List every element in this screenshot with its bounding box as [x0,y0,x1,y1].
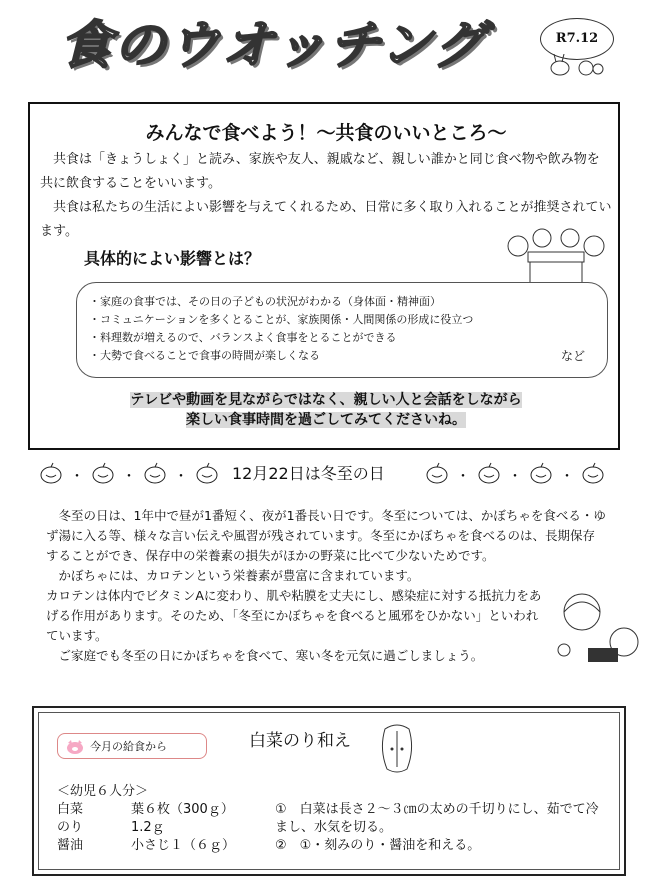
ingredient-amount: 小さじ１（６ｇ） [131,838,236,853]
pig-icon [66,739,84,755]
solstice-title: 12月22日は冬至の日 [232,464,385,483]
ingredient-amount: 葉６枚（300ｇ） [131,802,234,817]
pumpkin-icon [196,462,218,484]
separator-dot: ・ [122,469,136,485]
kyoshoku-section [28,102,620,450]
effects-list [76,282,608,378]
closing-line-2: 楽しい食事時間を過ごしてみてくださいね。 [186,412,466,428]
date-badge [540,18,616,76]
recipe-panel [38,712,620,870]
recommend-paragraph: 共食は私たちの生活によい影響を与えてくれるため、日常に多く取り入れることが推奨されています。 [40,200,612,239]
recipe-section [32,706,626,876]
girl-with-pumpkin-illustration [552,590,652,670]
closing-message [106,390,546,430]
pumpkin-icon [144,462,166,484]
pumpkin-icon [530,462,552,484]
ingredient-name: 醤油 [57,838,84,853]
ingredient-amount: 1.2ｇ [131,820,165,835]
list-item: ・家庭の食事では、その日の子どもの状況がわかる（身体面・精神面） [89,295,441,308]
family-eating-illustration [500,224,608,284]
solstice-body [46,506,606,666]
solstice-paragraph: ご家庭でも冬至の日にかぼちゃを食べて、寒い冬を元気に過ごしましょう。 [46,648,484,663]
separator-dot: ・ [508,469,522,485]
serving-size: ＜幼児６人分＞ [57,784,149,799]
recipe-step: ① 白菜は長さ２～３㎝の太めの千切りにし、茹でて冷まし、水気を切る。 [275,802,599,835]
solstice-paragraph: カロテンは体内でビタミンAに変わり、肌や粘膜を丈夫にし、感染症に対する抵抗力をあげる作用があります。そのため、「冬至にかぼちゃを食べると風邪をひかない」といわれています。 [46,588,542,643]
separator-dot: ・ [560,469,574,485]
school-lunch-tag [57,733,207,759]
separator-dot: ・ [70,469,84,485]
list-etc: など [561,349,586,363]
pumpkin-icon [92,462,114,484]
date-label: R7.12 [540,18,614,60]
separator-dot: ・ [456,469,470,485]
page-title: 食のウオッチング [60,16,487,76]
pumpkin-icon [478,462,500,484]
pumpkin-icon [582,462,604,484]
section-heading: みんなで食べよう！～共食のいいところ～ [145,122,507,144]
separator-dot: ・ [174,469,188,485]
closing-line-1: テレビや動画を見ながらではなく、親しい人と会話をしながら [130,392,522,408]
solstice-banner [40,458,620,494]
list-item: ・大勢で食べることで食事の時間が楽しくなる [89,349,320,362]
tag-label: 今月の給食から [90,740,167,753]
recipe-title: 白菜のり和え [249,731,351,751]
intro-paragraph: 共食は「きょうしょく」と読み、家族や友人、親戚など、親しい誰かと同じ食べ物や飲み物を共に飲食することをいいます。 [40,152,600,191]
solstice-paragraph: かぼちゃには、カロテンという栄養素が豊富に含まれています。 [46,568,420,583]
ingredient-name: 白菜 [57,802,84,817]
solstice-paragraph: 冬至の日は、1年中で昼が1番短く、夜が1番長い日です。冬至については、かぼちゃを食べる・ゆず湯に入る等、様々な言い伝えや風習が残されています。冬至にかぼちゃを食べるのは、長期保存することができ、保存中の栄養素の損失がほかの野菜に比べて少ないためです。 [46,508,606,563]
list-item: ・料理数が増えるので、バランスよく食事をとることができる [89,331,397,344]
cabbage-illustration [377,723,417,775]
rabbit-icon [546,54,606,76]
list-item: ・コミュニケーションを多くとることが、家族関係・人間関係の形成に役立つ [89,313,474,326]
pumpkin-icon [426,462,448,484]
ingredient-name: のり [57,820,84,835]
sub-heading: 具体的によい影響とは？ [84,249,261,268]
recipe-step: ② ①・刻みのり・醤油を和える。 [275,838,481,853]
pumpkin-icon [40,462,62,484]
